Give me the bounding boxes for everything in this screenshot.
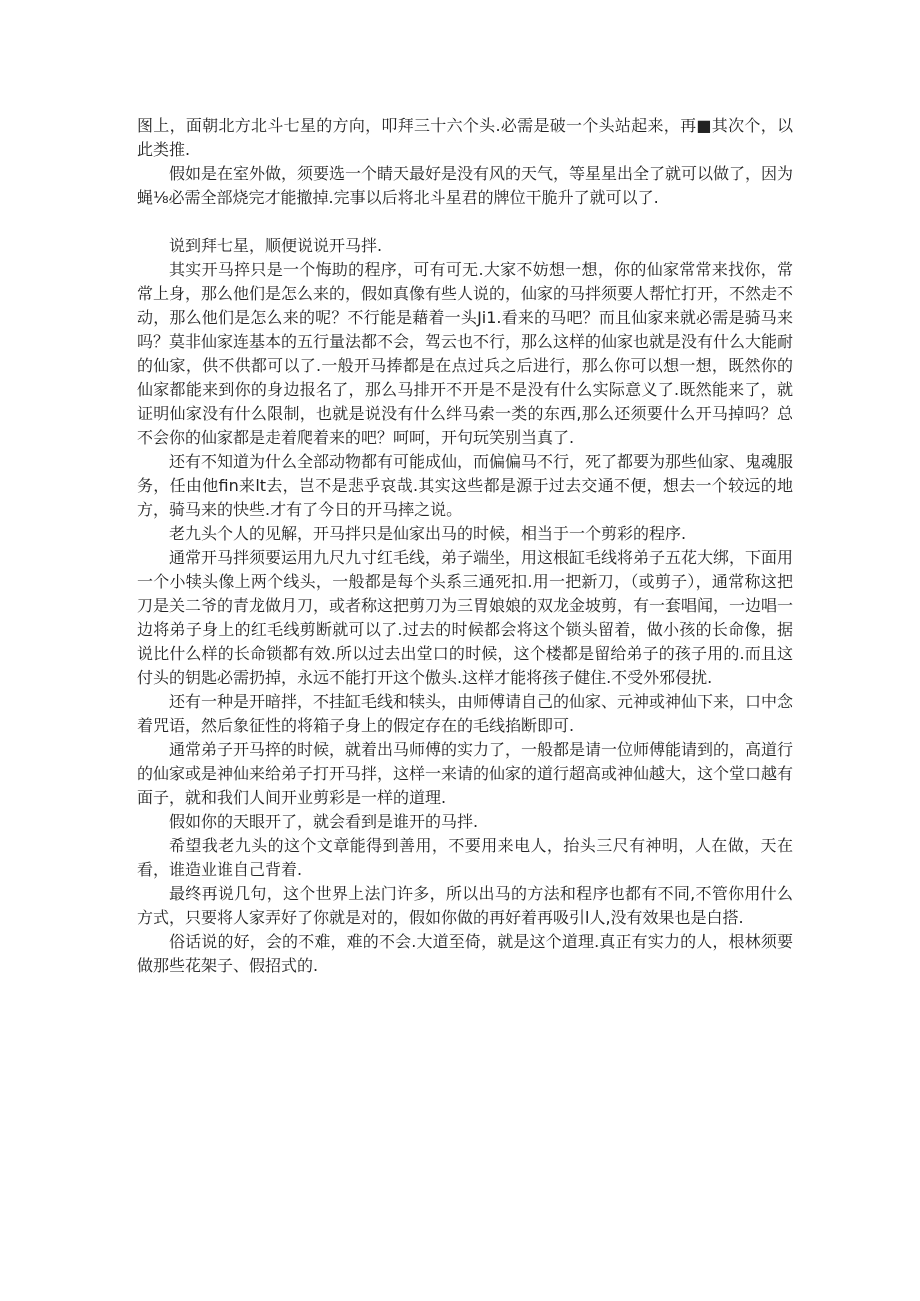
paragraph-13: 俗话说的好，会的不难，难的不会.大道至倚，就是这个道理.真正有实力的人，根林须要做那些花架子、假招式的. [137, 932, 793, 975]
paragraph-3: 说到拜七星，顺便说说开马拌. [169, 236, 383, 255]
paragraph-9: 通常弟子开马捽的时候，就着出马师傅的实力了，一般都是请一位师傅能请到的，高道行的仙家或是神仙来给弟子打开马拌，这样一来请的仙家的道行超高或神仙越大，这个堂口越有面子，就和我们人间开业剪彩是一样的道理. [137, 740, 794, 807]
paragraph-7: 通常开马拌须要运用九尺九寸红毛线，弟子端坐，用这根缸毛线将弟子五花大绑，下面用一个小犊头像上两个线头，一般都是每个头系三通死扣.用一把新刀，（或剪子），通常称这把刀是关二爷的青龙做月刀，或者称这把剪刀为三胃娘娘的双龙金坡剪，有一套唱闻，一边唱一边将弟子身上的红毛线剪断就可以了.过去的时候都会将这个锁头留着，做小孩的长命像，据说比什么样的长命锁都有效.所以过去出堂口的时候，这个楼都是留给弟子的孩子用的.而且这付头的钥匙必需扔掉，永远不能打开这个傲头.这样才能将孩子健住.不受外邪侵扰. [137, 548, 794, 687]
paragraph-11: 希望我老九头的这个文章能得到善用，不要用来电人，抬头三尺有神明，人在做，天在看，谁造业谁自己背着. [137, 836, 793, 879]
paragraph-5: 还有不知道为什么全部动物都有可能成仙，而偏偏马不行，死了都要为那些仙家、鬼魂服务，任由他fin来lt去，岂不是悲乎哀哉.其实这些都是源于过去交通不便，想去一个较远的地方，骑马来的快些.才有了今日的开马摔之说。 [137, 452, 794, 519]
document-body [137, 114, 793, 978]
paragraph-6: 老九头个人的见解，开马拌只是仙家出马的时候，相当于一个剪彩的程序. [169, 524, 687, 543]
paragraph-10: 假如你的天眼开了，就会看到是谁开的马拌. [169, 812, 479, 831]
paragraph-2: 假如是在室外做，须要选一个睛天最好是没有风的天气，等星星出全了就可以做了，因为蝇⅛必需全部烧完才能撤掉.完事以后将北斗星君的牌位干脆升了就可以了. [137, 164, 794, 207]
paragraph-8: 还有一种是开暗拌，不挂缸毛线和犊头，由师傅请自己的仙家、元神或神仙下来，口中念着咒语，然后象征性的将箱子身上的假定存在的毛线掐断即可. [137, 692, 794, 735]
paragraph-1: 图上，面朝北方北斗七星的方向，叩拜三十六个头.必需是破一个头站起来，再■其次个，以此类推. [137, 116, 793, 159]
paragraph-12: 最终再说几句，这个世界上法门许多，所以出马的方法和程序也都有不同,不管你用什么方式，只要将人家弄好了你就是对的，假如你做的再好着再吸引l人,没有效果也是白搭. [137, 884, 793, 927]
paragraph-4: 其实开马捽只是一个悔助的程序，可有可无.大家不妨想一想，你的仙家常常来找你，常常上身，那么他们是怎么来的，假如真像有些人说的，仙家的马拌须要人帮忙打开，不然走不动，那么他们是怎么来的呢？不行能是藉着一头Ji1.看来的马吧？而且仙家来就必需是骑马来吗？莫非仙家连基本的五行量法都不会，驾云也不行，那么这样的仙家也就是没有什么大能耐的仙家，供不供都可以了.一般开马捧都是在点过兵之后进行，那么你可以想一想，既然你的仙家都能来到你的身边报名了，那么马排开不开是不是没有什么实际意义了.既然能来了，就证明仙家没有什么限制，也就是说没有什么绊马索一类的东西,那么还须要什么开马掉吗？总不会你的仙家都是走着爬着来的吧？呵呵，开句玩笑别当真了. [137, 260, 794, 447]
